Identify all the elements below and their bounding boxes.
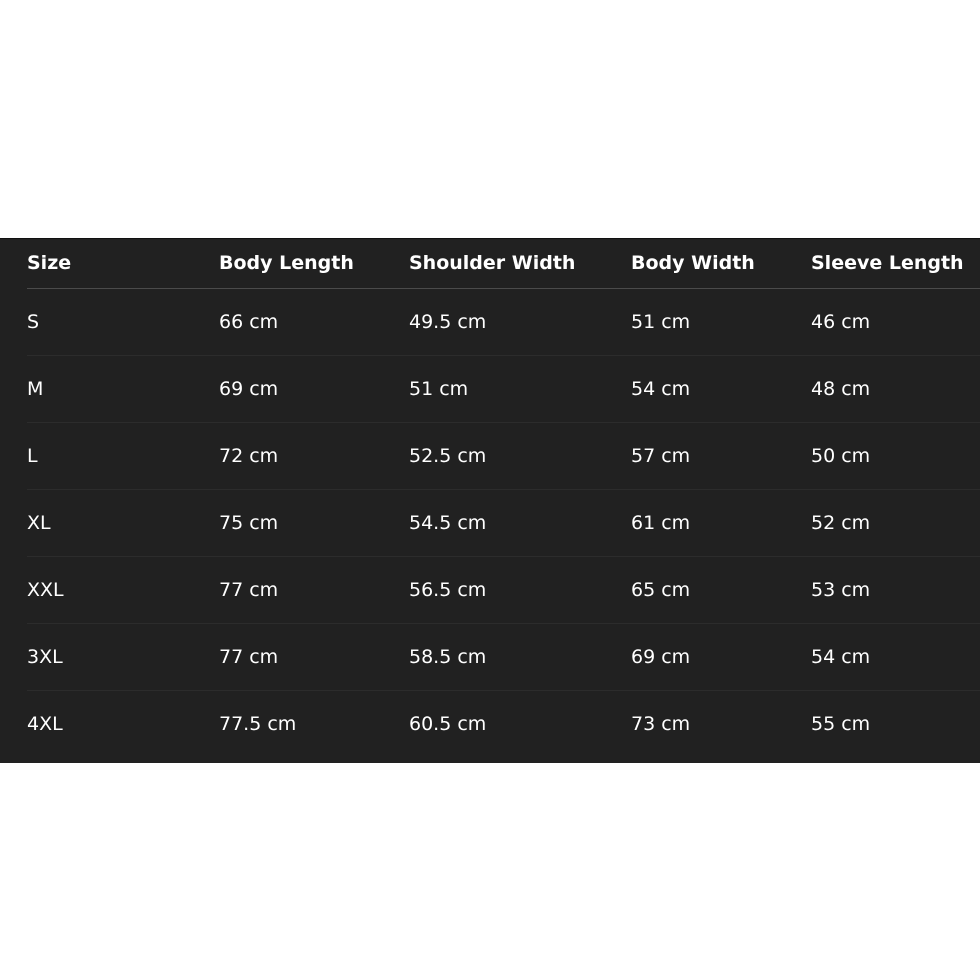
cell-size: XL xyxy=(27,490,219,557)
table-row xyxy=(27,691,980,758)
cell-sleeve-length: 55 cm xyxy=(811,713,871,735)
header-row xyxy=(27,238,980,289)
cell-shoulder-width: 51 cm xyxy=(409,356,631,423)
cell-shoulder-width: 52.5 cm xyxy=(409,423,631,490)
cell-body-length: 69 cm xyxy=(219,356,409,423)
table-row xyxy=(27,289,980,356)
cell-sleeve-length: 46 cm xyxy=(811,289,980,356)
table-row xyxy=(27,557,980,624)
cell-sleeve-length: 50 cm xyxy=(811,423,980,490)
table-row xyxy=(27,490,980,557)
cell-body-width: 51 cm xyxy=(631,289,811,356)
header-size: Size xyxy=(27,238,219,289)
cell-body-length: 77 cm xyxy=(219,624,409,691)
table-row xyxy=(27,356,980,423)
cell-size: 3XL xyxy=(27,624,219,691)
header-sleeve-length: Sleeve Length xyxy=(811,238,980,289)
header-body-width: Body Width xyxy=(631,238,811,289)
cell-body-length: 66 cm xyxy=(219,289,409,356)
cell-size: M xyxy=(27,356,219,423)
size-chart-panel xyxy=(0,238,980,763)
cell-body-width: 73 cm xyxy=(631,713,691,735)
table-body xyxy=(27,289,980,758)
cell-size: XXL xyxy=(27,557,219,624)
header-shoulder-width: Shoulder Width xyxy=(409,238,631,289)
cell-body-width: 65 cm xyxy=(631,557,811,624)
cell-sleeve-length: 54 cm xyxy=(811,624,980,691)
cell-body-length: 77 cm xyxy=(219,557,409,624)
cell-body-width: 61 cm xyxy=(631,490,811,557)
table-row xyxy=(27,624,980,691)
cell-shoulder-width: 49.5 cm xyxy=(409,289,631,356)
header-body-length: Body Length xyxy=(219,238,409,289)
table-row xyxy=(27,423,980,490)
cell-size: L xyxy=(27,423,219,490)
cell-size: 4XL xyxy=(27,713,63,735)
cell-body-length: 72 cm xyxy=(219,423,409,490)
size-chart-table xyxy=(27,238,980,757)
cell-body-width: 54 cm xyxy=(631,356,811,423)
cell-sleeve-length: 53 cm xyxy=(811,557,980,624)
cell-body-width: 57 cm xyxy=(631,423,811,490)
cell-shoulder-width: 60.5 cm xyxy=(409,713,487,735)
cell-shoulder-width: 54.5 cm xyxy=(409,490,631,557)
cell-body-width: 69 cm xyxy=(631,624,811,691)
cell-shoulder-width: 56.5 cm xyxy=(409,557,631,624)
cell-sleeve-length: 52 cm xyxy=(811,490,980,557)
cell-size: S xyxy=(27,289,219,356)
table-header xyxy=(27,238,980,289)
cell-body-length: 75 cm xyxy=(219,490,409,557)
cell-shoulder-width: 58.5 cm xyxy=(409,624,631,691)
cell-body-length: 77.5 cm xyxy=(219,713,297,735)
cell-sleeve-length: 48 cm xyxy=(811,356,980,423)
